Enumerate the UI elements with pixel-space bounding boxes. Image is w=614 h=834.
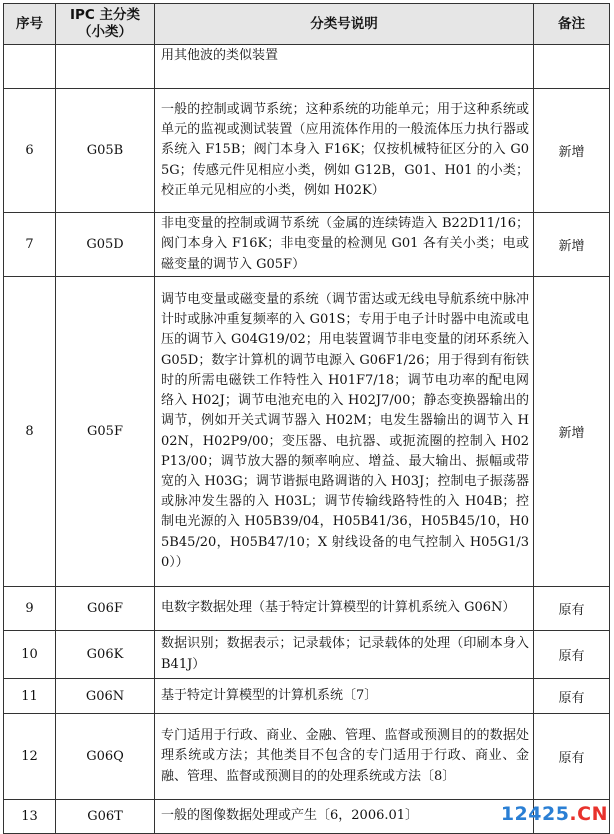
row-desc: 一般的图像数据处理或产生〔6，2006.01〕 bbox=[155, 800, 534, 834]
row-code: G06N bbox=[56, 679, 155, 714]
row-note: 原有 bbox=[534, 587, 610, 631]
ipc-classification-table bbox=[3, 3, 610, 834]
row-desc: 非电变量的控制或调节系统（金属的连续铸造入 B22D11/16；阀门本身入 F16K；非电变量的检测见 G01 各有关小类；电或磁变量的调节入 G05F） bbox=[155, 213, 534, 277]
row-desc: 用其他波的类似装置 bbox=[155, 45, 534, 89]
table-row bbox=[4, 277, 610, 587]
row-code bbox=[56, 45, 155, 89]
row-code: G05D bbox=[56, 213, 155, 277]
header-code-line2: （小类） bbox=[78, 24, 132, 40]
header-note: 备注 bbox=[534, 4, 610, 45]
row-num: 12 bbox=[4, 714, 56, 800]
row-note: 新增 bbox=[534, 277, 610, 587]
site-watermark bbox=[501, 803, 608, 825]
table-row bbox=[4, 89, 610, 213]
row-desc: 专门适用于行政、商业、金融、管理、监督或预测目的的数据处理系统或方法；其他类目不包含的专门适用于行政、商业、金融、管理、监督或预测目的的处理系统或方法〔8〕 bbox=[155, 714, 534, 800]
header-num: 序号 bbox=[4, 4, 56, 45]
watermark-domain: .CN bbox=[569, 803, 608, 825]
row-note: 原有 bbox=[534, 714, 610, 800]
header-row bbox=[4, 4, 610, 45]
row-desc: 数据识别；数据表示；记录载体；记录载体的处理（印刷本身入 B41J） bbox=[155, 631, 534, 679]
table-row bbox=[4, 631, 610, 679]
row-code: G05F bbox=[56, 277, 155, 587]
row-code: G06Q bbox=[56, 714, 155, 800]
row-desc: 基于特定计算模型的计算机系统〔7〕 bbox=[155, 679, 534, 714]
row-note bbox=[534, 45, 610, 89]
table-row bbox=[4, 714, 610, 800]
header-code bbox=[56, 4, 155, 45]
row-num bbox=[4, 45, 56, 89]
row-num: 7 bbox=[4, 213, 56, 277]
row-note: 原有 bbox=[534, 679, 610, 714]
header-code-line1: IPC 主分类 bbox=[69, 7, 141, 23]
row-code: G05B bbox=[56, 89, 155, 213]
row-code: G06T bbox=[56, 800, 155, 834]
table-row bbox=[4, 45, 610, 89]
row-num: 10 bbox=[4, 631, 56, 679]
row-code: G06K bbox=[56, 631, 155, 679]
row-note: 原有 bbox=[534, 631, 610, 679]
row-num: 8 bbox=[4, 277, 56, 587]
row-note: 新增 bbox=[534, 89, 610, 213]
watermark-number: 12425 bbox=[500, 803, 570, 825]
row-desc: 电数字数据处理（基于特定计算模型的计算机系统入 G06N） bbox=[155, 587, 534, 631]
row-num: 13 bbox=[4, 800, 56, 834]
row-desc: 一般的控制或调节系统；这种系统的功能单元；用于这种系统或单元的监视或测试装置（应用流体作用的一般流体压力执行器或系统入 F15B；阀门本身入 F16K；仅按机械特征区分的入 G05G；传感元件见相应小类，例如 G12B，G01、H01 的小类；校正单元见相应的小类，例如 H02K） bbox=[155, 89, 534, 213]
row-num: 9 bbox=[4, 587, 56, 631]
row-desc: 调节电变量或磁变量的系统（调节雷达或无线电导航系统中脉冲计时或脉冲重复频率的入 G01S；专用于电子计时器中电流或电压的调节入 G04G19/02；用电装置调节非电变量的闭环系统入 G05D；数字计算机的调节电源入 G06F1/26；用于得到有衔铁时的所需电磁铁工作特性入 H01F7/18；调节电功率的配电网络入 H02J；调节电池充电的入 H02J7/00；静态变换器输出的调节，例如开关式调节器入 H02M；电发生器输出的调节入 H02N，H02P9/00；变压器、电抗器、或扼流圈的控制入 H02P13/00；调节放大器的频率响应、增益、最大输出、振幅或带宽的入 H03G；调节谐振电路调谐的入 H03J；控制电子振荡器或脉冲发生器的入 H03L；调节传输线路特性的入 H04B；控制电光源的入 H05B39/04，H05B41/36，H05B45/10，H05B45/20，H05B47/10；X 射线设备的电气控制入 H05G1/30）） bbox=[155, 277, 534, 587]
row-code: G06F bbox=[56, 587, 155, 631]
row-num: 11 bbox=[4, 679, 56, 714]
table-row bbox=[4, 587, 610, 631]
table-row bbox=[4, 679, 610, 714]
header-desc: 分类号说明 bbox=[155, 4, 534, 45]
table-row bbox=[4, 213, 610, 277]
row-note: 新增 bbox=[534, 213, 610, 277]
row-num: 6 bbox=[4, 89, 56, 213]
